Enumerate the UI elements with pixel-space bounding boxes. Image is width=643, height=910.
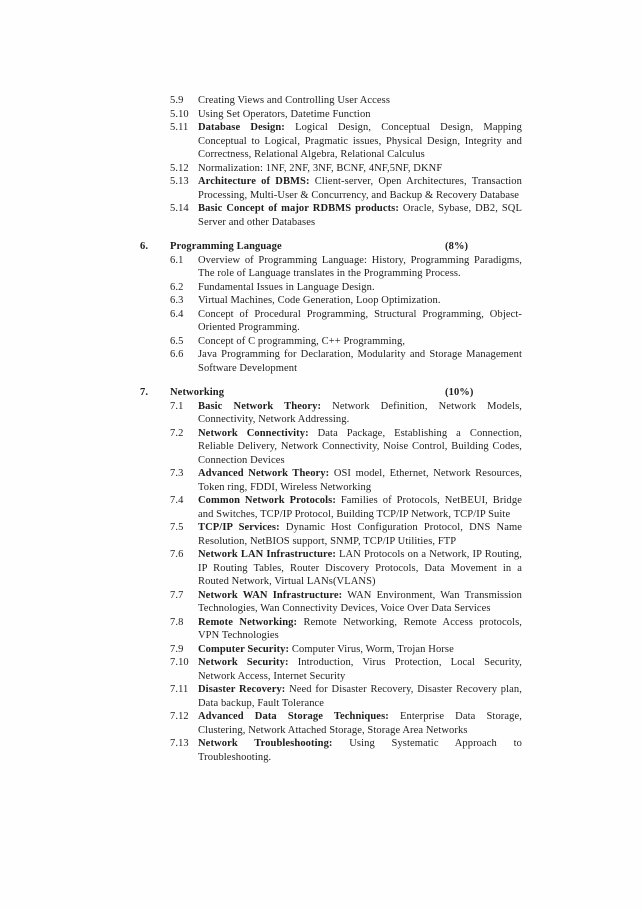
item-number: 6.2 — [170, 281, 184, 293]
item-number: 7.6 — [170, 549, 184, 560]
item-text — [198, 521, 522, 548]
item-text — [198, 94, 522, 108]
syllabus-item — [170, 121, 522, 162]
section-heading — [140, 386, 522, 400]
item-topic-label: Disaster Recovery: — [198, 684, 286, 695]
syllabus-item — [170, 335, 522, 349]
section-heading — [140, 240, 522, 254]
item-number: 6.5 — [170, 335, 184, 347]
item-description: Normalization: 1NF, 2NF, 3NF, BCNF, 4NF,5NF, DKNF — [198, 162, 443, 174]
syllabus-content — [140, 94, 522, 764]
item-description: Computer Virus, Worm, Trojan Horse — [291, 643, 454, 655]
syllabus-item — [170, 683, 522, 710]
item-number: 7.13 — [170, 738, 189, 749]
item-text — [198, 643, 522, 657]
item-topic-label: Basic Network Theory: — [198, 400, 322, 412]
syllabus-item — [170, 616, 522, 643]
item-description: LAN Protocols on a Network, IP Routing, IP Routing Tables, Router Discovery Protocols, Data Movement in a Routed Network, Virtual LANs(VLANS) — [198, 549, 523, 587]
syllabus-item — [170, 281, 522, 295]
item-topic-label: Computer Security: — [198, 643, 290, 655]
syllabus-item — [170, 710, 522, 737]
item-topic-label: Network Security: — [198, 657, 289, 668]
item-text — [198, 281, 522, 295]
item-description: Logical Design, Conceptual Design, Mapping Conceptual to Logical, Pragmatic issues, Physical Design, Integrity and Correctness, Relational Algebra, Relational Calculus — [198, 122, 522, 160]
item-topic-label: Network Troubleshooting: — [198, 738, 333, 749]
syllabus-item — [170, 308, 522, 335]
item-topic-label: Common Network Protocols: — [198, 495, 336, 506]
item-number: 7.11 — [170, 684, 189, 695]
item-text — [198, 494, 522, 521]
syllabus-item — [170, 521, 522, 548]
section-title: Programming Language — [170, 241, 282, 252]
item-number: 7.8 — [170, 616, 184, 628]
item-text — [198, 348, 522, 375]
item-description: Remote Networking, Remote Access protocols, VPN Technologies — [198, 616, 523, 641]
item-topic-label: Network LAN Infrastructure: — [198, 549, 336, 560]
item-description: Dynamic Host Configuration Protocol, DNS Name Resolution, NetBIOS support, SNMP, TCP/IP Utilities, FTP — [198, 522, 523, 547]
syllabus-item — [170, 108, 522, 122]
syllabus-item — [170, 643, 522, 657]
item-number: 6.4 — [170, 308, 184, 320]
item-number: 7.3 — [170, 468, 184, 479]
item-text — [198, 683, 522, 710]
item-description: Using Systematic Approach to Troubleshooting. — [198, 738, 522, 763]
item-number: 7.10 — [170, 657, 189, 668]
item-number: 6.6 — [170, 349, 184, 360]
syllabus-item — [170, 294, 522, 308]
syllabus-item — [170, 202, 522, 229]
item-number: 5.14 — [170, 203, 189, 214]
item-number: 7.9 — [170, 643, 184, 655]
syllabus-item — [170, 656, 522, 683]
syllabus-item — [170, 548, 522, 589]
item-topic-label: Advanced Network Theory: — [198, 468, 330, 479]
syllabus-item — [170, 400, 522, 427]
item-topic-label: Network Connectivity: — [198, 427, 309, 439]
item-description: Data Package, Establishing a Connection, Reliable Delivery, Network Connectivity, Noise Control, Building Codes, Connection Devices — [198, 427, 522, 466]
item-description: Overview of Programming Language: History, Programming Paradigms, The role of Language translates in the Programming Process. — [198, 254, 522, 279]
item-text — [198, 254, 522, 281]
item-number: 6.3 — [170, 295, 184, 306]
syllabus-item — [170, 254, 522, 281]
syllabus-item — [170, 737, 522, 764]
item-topic-label: Remote Networking: — [198, 616, 298, 628]
item-description: WAN Environment, Wan Transmission Technologies, Wan Connectivity Devices, Voice Over Data Services — [198, 589, 522, 614]
syllabus-item — [170, 494, 522, 521]
item-text — [198, 427, 522, 468]
item-text — [198, 467, 522, 494]
item-description: Need for Disaster Recovery, Disaster Recovery plan, Data backup, Fault Tolerance — [198, 684, 522, 709]
item-topic-label: Architecture of DBMS: — [198, 176, 310, 187]
item-topic-label: Database Design: — [198, 122, 285, 133]
section-title: Networking — [170, 387, 225, 398]
item-number: 7.12 — [170, 711, 189, 722]
item-number: 7.7 — [170, 589, 184, 601]
item-text — [198, 589, 522, 616]
syllabus-item — [170, 348, 522, 375]
item-number: 5.9 — [170, 95, 184, 106]
item-description: OSI model, Ethernet, Network Resources, Token ring, FDDI, Wireless Networking — [198, 468, 522, 493]
item-text — [198, 737, 522, 764]
section-weight-badge: (8%) — [445, 241, 469, 252]
syllabus-item — [170, 175, 522, 202]
item-description: Oracle, Sybase, DB2, SQL Server and other Databases — [198, 203, 522, 228]
syllabus-item — [170, 94, 522, 108]
item-number: 5.10 — [170, 108, 189, 120]
item-number: 7.4 — [170, 495, 184, 506]
item-text — [198, 202, 522, 229]
item-description: Java Programming for Declaration, Modularity and Storage Management Software Development — [198, 349, 522, 374]
item-description: Creating Views and Controlling User Access — [198, 95, 391, 106]
item-number: 7.1 — [170, 400, 184, 412]
item-text — [198, 400, 522, 427]
item-text — [198, 335, 522, 349]
item-number: 7.2 — [170, 427, 184, 439]
syllabus-item — [170, 427, 522, 468]
section-number: 6. — [140, 241, 149, 252]
item-description: Network Definition, Network Models, Connectivity, Network Addressing. — [198, 400, 522, 425]
item-topic-label: Basic Concept of major RDBMS products: — [198, 203, 399, 214]
item-text — [198, 121, 522, 162]
item-description: Virtual Machines, Code Generation, Loop Optimization. — [198, 295, 441, 306]
section-weight-badge: (10%) — [445, 387, 474, 398]
item-text — [198, 710, 522, 737]
item-number: 5.13 — [170, 176, 189, 187]
item-text — [198, 294, 522, 308]
syllabus-item — [170, 467, 522, 494]
item-description: Using Set Operators, Datetime Function — [198, 108, 371, 120]
item-topic-label: TCP/IP Services: — [198, 522, 280, 533]
item-number: 5.12 — [170, 162, 189, 174]
item-description: Introduction, Virus Protection, Local Security, Network Access, Internet Security — [198, 657, 522, 682]
item-text — [198, 175, 522, 202]
section-number: 7. — [140, 387, 149, 398]
syllabus-item — [170, 589, 522, 616]
item-text — [198, 108, 522, 122]
item-description: Concept of C programming, C++ Programming, — [198, 335, 406, 347]
item-number: 7.5 — [170, 522, 184, 533]
item-text — [198, 308, 522, 335]
item-description: Fundamental Issues in Language Design. — [198, 281, 375, 293]
item-text — [198, 162, 522, 176]
item-text — [198, 656, 522, 683]
item-topic-label: Network WAN Infrastructure: — [198, 589, 343, 601]
item-description: Concept of Procedural Programming, Structural Programming, Object-Oriented Programming. — [198, 308, 522, 333]
item-description: Enterprise Data Storage, Clustering, Network Attached Storage, Storage Area Networks — [198, 711, 522, 736]
item-text — [198, 616, 522, 643]
item-description: Families of Protocols, NetBEUI, Bridge and Switches, TCP/IP Protocol, Building TCP/IP Network, TCP/IP Suite — [198, 495, 522, 520]
item-topic-label: Advanced Data Storage Techniques: — [198, 711, 389, 722]
item-number: 6.1 — [170, 254, 184, 266]
item-text — [198, 548, 522, 589]
item-number: 5.11 — [170, 122, 189, 133]
item-description: Client-server, Open Architectures, Transaction Processing, Multi-User & Concurrency, and Backup & Recovery Database — [198, 176, 523, 201]
syllabus-item — [170, 162, 522, 176]
